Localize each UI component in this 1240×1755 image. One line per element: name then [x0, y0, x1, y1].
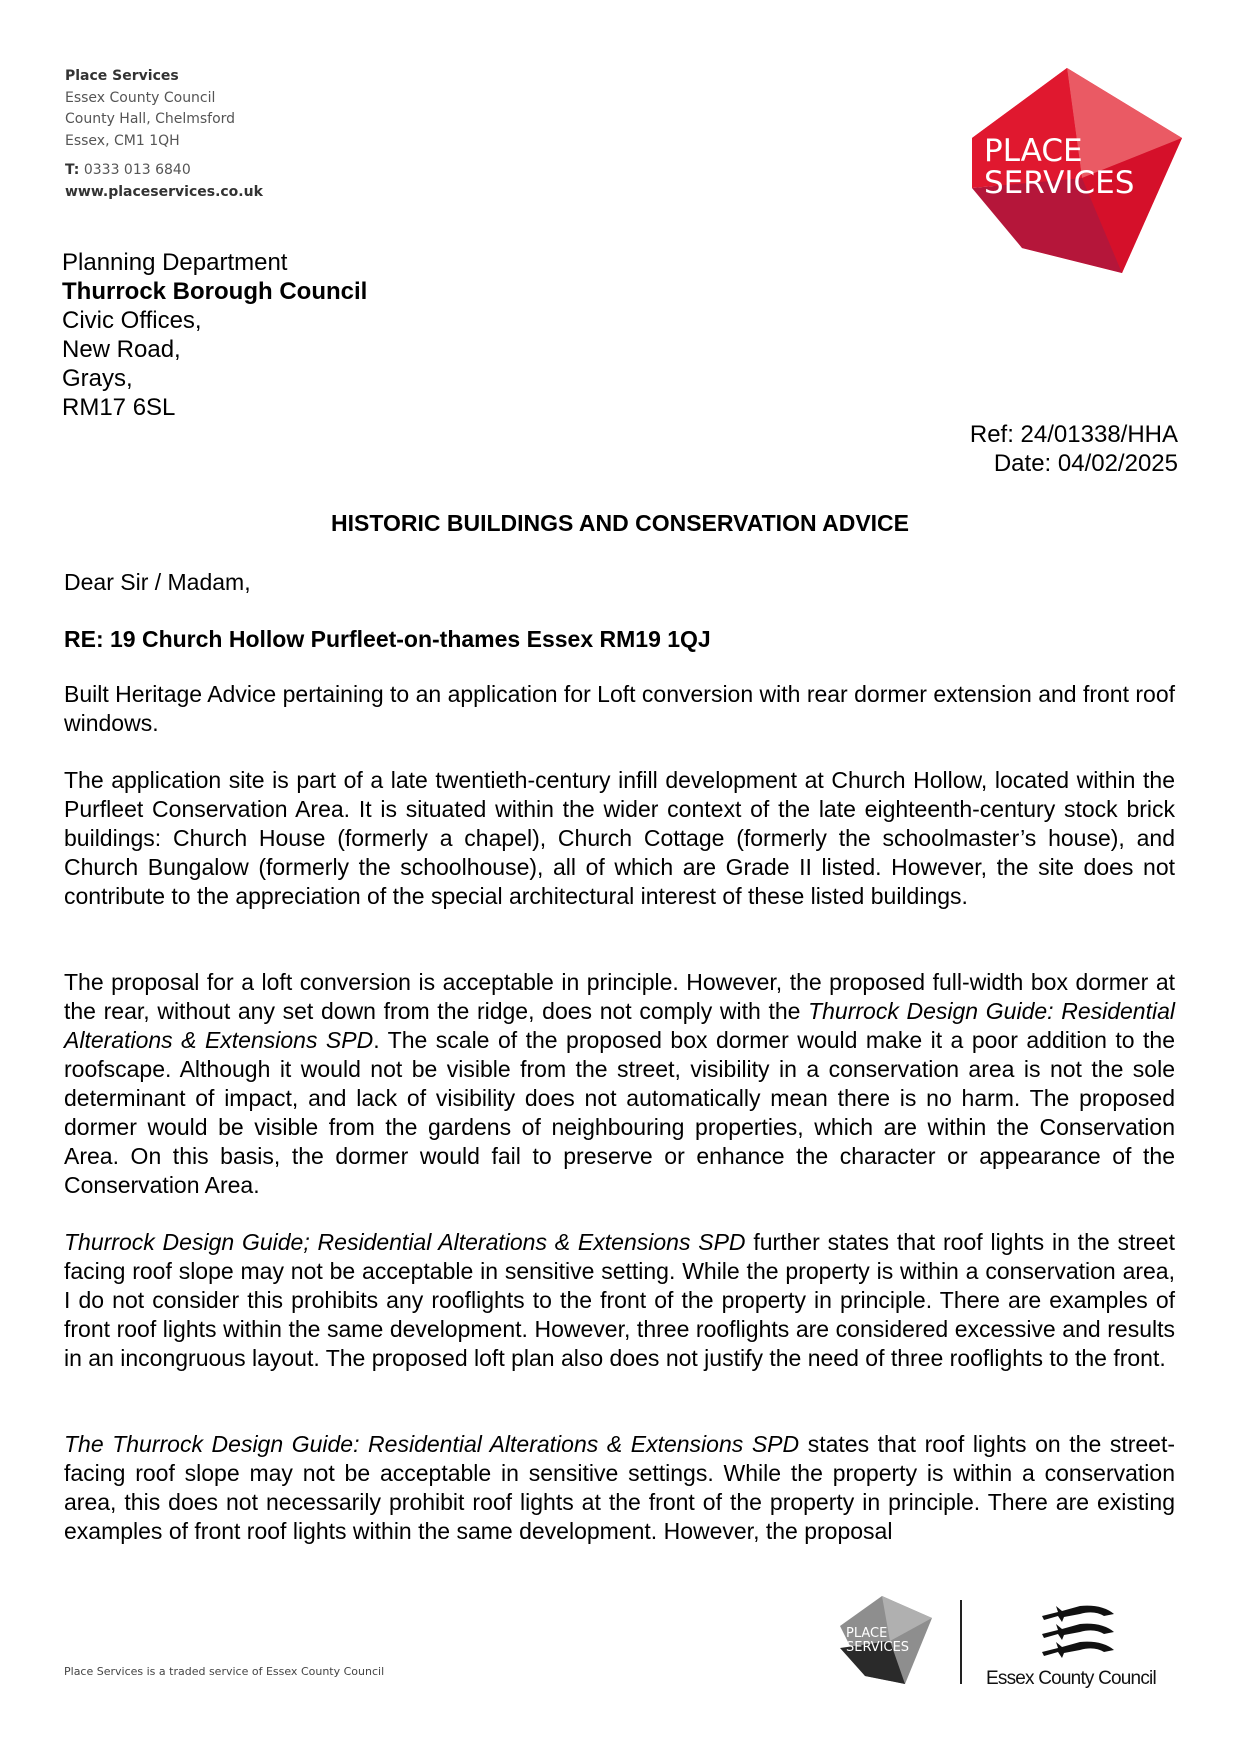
place-services-logo [972, 68, 1192, 273]
letter-date: Date: 04/02/2025 [993, 450, 1178, 477]
recipient-department: Planning Department [62, 249, 288, 276]
recipient-line: Grays, [62, 365, 133, 392]
paragraph-rooflights: Thurrock Design Guide; Residential Alterations & Extensions SPD further states that roof lights in the street facing roof slope may not be acceptable in sensitive setting. While the property is within a conservation area, I do not consider this prohibits any rooflights to the front of the property in principle. There are examples of front roof lights within the same development. However, three rooflights are considered excessive and results in an incongruous layout. The proposed loft plan also does not justify the need of three rooflights to the front. [64, 1229, 1175, 1371]
subject-line: RE: 19 Church Hollow Purfleet-on-thames Essex RM19 1QJ [64, 626, 711, 652]
svg-text:PLACE: PLACE [846, 1626, 888, 1641]
footer-text: Place Services is a traded service of Essex County Council [64, 1665, 385, 1678]
paragraph-dormer-assessment: The proposal for a loft conversion is acceptable in principle. However, the proposed full-width box dormer at the rear, without any set down from the ridge, does not comply with the Thurrock Design Guide: Residential Alterations & Extensions SPD. The scale of the proposed box dormer would make it a poor addition to the roofscape. Although it would not be visible from the street, visibility in a conservation area is not the sole determinant of impact, and lack of visibility does not automatically mean there is no harm. The proposed dormer would be visible from the gardens of neighbouring properties, which are within the Conservation Area. On this basis, the dormer would fail to preserve or enhance the character or appearance of the Conservation Area. [64, 969, 1175, 1198]
recipient-line: Civic Offices, [62, 307, 202, 334]
sender-name: Place Services [65, 68, 179, 84]
recipient-line: New Road, [62, 336, 181, 363]
sender-phone: T: 0333 013 6840 [65, 162, 191, 178]
paragraph-rooflights-revised: The Thurrock Design Guide: Residential Alterations & Extensions SPD states that roof lights on the street-facing roof slope may not be acceptable in sensitive settings. While the property is within a conservation area, this does not necessarily prohibit roof lights at the front of the property in principle. There are existing examples of front roof lights within the same development. However, the proposal [64, 1431, 1176, 1544]
place-services-footer-logo [840, 1596, 940, 1686]
recipient-postcode: RM17 6SL [62, 394, 176, 421]
sender-line: Essex, CM1 1QH [65, 132, 180, 149]
policy-reference: The Thurrock Design Guide: Residential Alterations & Extensions SPD [64, 1431, 800, 1457]
policy-reference: Thurrock Design Guide; Residential Alterations & Extensions SPD [64, 1229, 746, 1255]
sender-website: www.placeservices.co.uk [65, 183, 263, 200]
essex-county-council-logo-text: Essex County Council [986, 1668, 1156, 1689]
paragraph-intro: Built Heritage Advice pertaining to an application for Loft conversion with rear dormer extension and front roof windows. [64, 681, 1176, 736]
svg-text:SERVICES: SERVICES [846, 1640, 910, 1655]
sender-address [65, 66, 263, 203]
recipient-organisation: Thurrock Borough Council [62, 278, 368, 305]
salutation: Dear Sir / Madam, [64, 569, 251, 595]
reference-number: Ref: 24/01338/HHA [969, 421, 1178, 448]
svg-text:SERVICES: SERVICES [984, 165, 1135, 201]
footer-divider [960, 1600, 962, 1684]
sender-line: County Hall, Chelmsford [65, 111, 236, 127]
recipient-address [62, 248, 367, 422]
essex-seaxes-icon [1040, 1600, 1120, 1660]
sender-line: Essex County Council [65, 89, 216, 106]
policy-reference: Thurrock Design Guide: Residential Alterations & Extensions SPD [64, 998, 1175, 1053]
reference-block [970, 420, 1178, 478]
svg-text:PLACE: PLACE [984, 133, 1083, 169]
paragraph-site-context: The application site is part of a late twentieth-century infill development at Church Hollow, located within the Purfleet Conservation Area. It is situated within the wider context of the late eighteenth-century stock brick buildings: Church House (formerly a chapel), Church Cottage (formerly the schoolmaster’s house), and Church Bungalow (formerly the schoolhouse), all of which are Grade II listed. However, the site does not contribute to the appreciation of the special architectural interest of these listed buildings. [64, 767, 1175, 909]
document-heading: HISTORIC BUILDINGS AND CONSERVATION ADVICE [330, 510, 910, 536]
